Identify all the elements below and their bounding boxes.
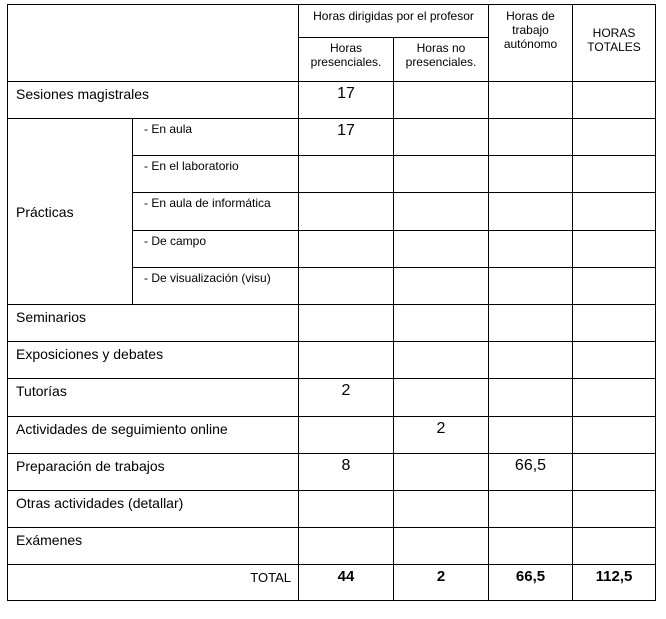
cell-no-presenciales <box>394 491 489 528</box>
cell-autonomo <box>489 342 573 379</box>
cell-no-presenciales <box>394 268 489 305</box>
header-horas-totales: HORAS TOTALES <box>573 5 656 82</box>
sub-row-label: - En el laboratorio <box>133 156 299 193</box>
cell-total <box>573 305 656 342</box>
cell-no-presenciales <box>394 528 489 565</box>
cell-no-presenciales <box>394 156 489 193</box>
row-label: Seminarios <box>8 305 299 342</box>
table-row <box>8 342 656 379</box>
cell-no-presenciales <box>394 82 489 119</box>
table-row <box>8 491 656 528</box>
cell-total <box>573 528 656 565</box>
cell-autonomo <box>489 231 573 268</box>
cell-no-presenciales <box>394 231 489 268</box>
cell-no-presenciales: 2 <box>394 417 489 454</box>
row-label: Otras actividades (detallar) <box>8 491 299 528</box>
cell-presenciales <box>299 342 394 379</box>
header-group-profesor: Horas dirigidas por el profesor <box>299 5 489 38</box>
table-row <box>8 379 656 417</box>
cell-autonomo <box>489 119 573 156</box>
cell-presenciales <box>299 417 394 454</box>
cell-autonomo <box>489 305 573 342</box>
cell-presenciales <box>299 156 394 193</box>
cell-total <box>573 193 656 231</box>
cell-total <box>573 156 656 193</box>
cell-no-presenciales <box>394 454 489 491</box>
cell-presenciales <box>299 305 394 342</box>
cell-presenciales <box>299 268 394 305</box>
total-no-presenciales: 2 <box>394 565 489 601</box>
cell-presenciales: 17 <box>299 82 394 119</box>
cell-autonomo <box>489 268 573 305</box>
cell-autonomo <box>489 528 573 565</box>
row-label: Exposiciones y debates <box>8 342 299 379</box>
cell-total <box>573 491 656 528</box>
header-trabajo-autonomo: Horas de trabajo autónomo <box>489 5 573 82</box>
row-label: Sesiones magistrales <box>8 82 299 119</box>
table-row <box>8 528 656 565</box>
sub-row-label: - De visualización (visu) <box>133 268 299 305</box>
cell-total <box>573 82 656 119</box>
total-row <box>8 565 656 601</box>
cell-presenciales: 8 <box>299 454 394 491</box>
total-label: TOTAL <box>8 565 299 601</box>
header-presenciales: Horas presenciales. <box>299 38 394 82</box>
cell-autonomo <box>489 379 573 417</box>
cell-total <box>573 231 656 268</box>
cell-autonomo <box>489 82 573 119</box>
sub-row-label: - En aula <box>133 119 299 156</box>
cell-no-presenciales <box>394 119 489 156</box>
cell-autonomo <box>489 417 573 454</box>
cell-presenciales: 17 <box>299 119 394 156</box>
cell-total <box>573 417 656 454</box>
total-presenciales: 44 <box>299 565 394 601</box>
sub-row-label: - De campo <box>133 231 299 268</box>
cell-autonomo <box>489 156 573 193</box>
total-autonomo: 66,5 <box>489 565 573 601</box>
cell-no-presenciales <box>394 342 489 379</box>
cell-presenciales <box>299 193 394 231</box>
cell-no-presenciales <box>394 193 489 231</box>
row-label: Preparación de trabajos <box>8 454 299 491</box>
cell-autonomo <box>489 193 573 231</box>
cell-presenciales <box>299 231 394 268</box>
total-horas: 112,5 <box>573 565 656 601</box>
row-label: Actividades de seguimiento online <box>8 417 299 454</box>
sub-row-label: - En aula de informática <box>133 193 299 231</box>
cell-presenciales <box>299 491 394 528</box>
table-row <box>8 119 656 156</box>
cell-no-presenciales <box>394 305 489 342</box>
row-label: Exámenes <box>8 528 299 565</box>
table-row <box>8 82 656 119</box>
cell-presenciales <box>299 528 394 565</box>
cell-total <box>573 342 656 379</box>
cell-autonomo: 66,5 <box>489 454 573 491</box>
table-row <box>8 417 656 454</box>
row-label-practicas: Prácticas <box>8 119 133 305</box>
cell-total <box>573 268 656 305</box>
table-row <box>8 305 656 342</box>
row-label: Tutorías <box>8 379 299 417</box>
cell-autonomo <box>489 491 573 528</box>
hours-table <box>7 4 656 601</box>
table-row <box>8 454 656 491</box>
cell-total <box>573 379 656 417</box>
cell-no-presenciales <box>394 379 489 417</box>
cell-total <box>573 454 656 491</box>
header-no-presenciales: Horas no presenciales. <box>394 38 489 82</box>
header-empty-cell <box>8 5 299 82</box>
cell-total <box>573 119 656 156</box>
cell-presenciales: 2 <box>299 379 394 417</box>
